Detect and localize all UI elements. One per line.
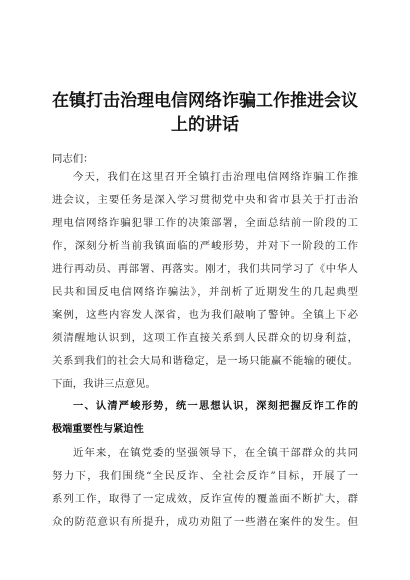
document-title-line-1: 在镇打击治理电信网络诈骗工作推进会议 bbox=[52, 91, 358, 111]
paragraph-line: 系列工作，取得了一定成效，反诈宣传的覆盖面不断扩大，群 bbox=[52, 493, 358, 505]
paragraph-line: 近年来，在镇党委的坚强领导下，在全镇干部群众的共同 bbox=[73, 447, 358, 459]
salutation: 同志们： bbox=[52, 153, 94, 165]
paragraph-line: 须清醒地认识到，这项工作直接关系到人民群众的切身利益， bbox=[52, 332, 358, 344]
paragraph-line: 众的防范意识有所提升，成功劝阻了一些潜在案件的发生。但 bbox=[52, 516, 358, 528]
paragraph-line: 民共和国反电信网络诈骗法》，并剖析了近期发生的几起典型 bbox=[52, 286, 358, 298]
paragraph-line: 进行再动员、再部署、再落实。刚才，我们共同学习了《中华人 bbox=[52, 263, 358, 275]
paragraph-line: 案例，这些内容发人深省，也为我们敲响了警钟。全镇上下必 bbox=[52, 309, 358, 321]
paragraph-line: 今天，我们在这里召开全镇打击治理电信网络诈骗工作推 bbox=[73, 171, 358, 183]
paragraph-line: 进会议，主要任务是深入学习贯彻党中央和省市县关于打击治 bbox=[52, 194, 358, 206]
section-heading-1-line-1: 一、认清严峻形势，统一思想认识，深刻把握反诈工作的 bbox=[73, 401, 358, 412]
section-heading-1-line-2: 极端重要性与紧迫性 bbox=[52, 424, 144, 435]
paragraph-line: 下面，我讲三点意见。 bbox=[52, 378, 156, 390]
paragraph-line: 理电信网络诈骗犯罪工作的决策部署，全面总结前一阶段的工 bbox=[52, 217, 358, 229]
paragraph-line: 作，深刻分析当前我镇面临的严峻形势，并对下一阶段的工作 bbox=[52, 240, 358, 252]
paragraph-line: 关系到我们的社会大局和谐稳定，是一场只能赢不能输的硬仗。 bbox=[52, 355, 358, 367]
paragraph-line: 努力下，我们围绕“全民反诈、全社会反诈”目标，开展了一 bbox=[52, 470, 358, 482]
document-title-line-2: 上的讲话 bbox=[171, 115, 239, 135]
